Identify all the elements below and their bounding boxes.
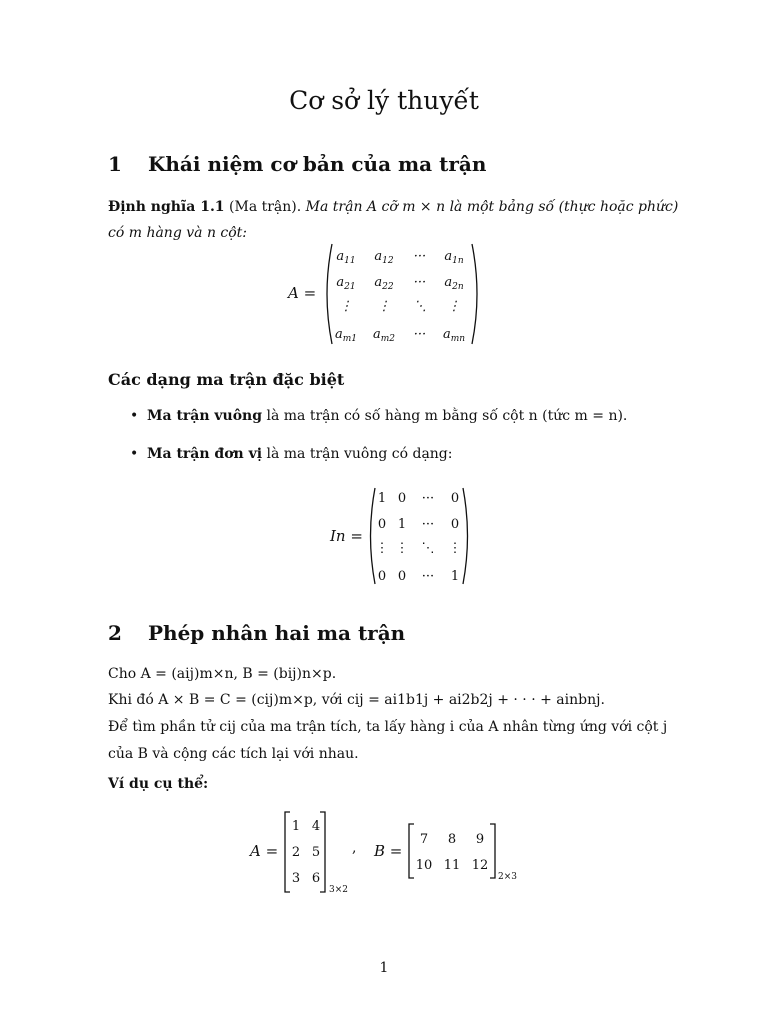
right-paren bbox=[463, 488, 468, 584]
matrix-cell: 11 bbox=[443, 858, 461, 873]
document-title: Cơ sở lý thuyết bbox=[289, 86, 479, 115]
bullet-dot: • bbox=[130, 446, 139, 462]
matrix-cell: ··· bbox=[413, 327, 427, 342]
matrix-cell: ⋮ bbox=[448, 541, 462, 556]
matrix-identity bbox=[366, 484, 472, 588]
matrix-cell: $a_{21}$ bbox=[336, 275, 356, 292]
example-matrix-a bbox=[282, 810, 357, 894]
section-2-line-3: Để tìm phần tử cij của ma trận tích, ta lấy hàng i của A nhân từng ứng với cột j bbox=[108, 719, 668, 735]
matrix-cell: ⋮ bbox=[377, 299, 391, 314]
bullet-term: Ma trận vuông bbox=[147, 408, 263, 424]
matrix-cell: ⋮ bbox=[395, 541, 409, 556]
page-number: 1 bbox=[379, 960, 389, 976]
matrix-cell: 1 bbox=[377, 491, 387, 506]
matrix-cell: $a_{12}$ bbox=[374, 249, 394, 266]
matrix-cell: 1 bbox=[450, 569, 460, 584]
matrix-cell: 0 bbox=[377, 569, 387, 584]
definition-name: (Ma trận). bbox=[229, 199, 302, 215]
example-matrix-b bbox=[406, 822, 526, 884]
matrix-cell: 1 bbox=[291, 819, 301, 834]
matrix-cell: ⋱ bbox=[413, 299, 427, 314]
section-2-number: 2 bbox=[108, 621, 122, 645]
section-2-line-1: Cho A = (aij)m×n, B = (bij)n×p. bbox=[108, 666, 337, 682]
matrix-cell: $a_{m1}$ bbox=[334, 327, 358, 344]
matrix-cell: $a_{2n}$ bbox=[444, 275, 464, 292]
matrix-cell: ··· bbox=[421, 517, 435, 532]
matrix-cell: 0 bbox=[450, 517, 460, 532]
matrix-cell: 3 bbox=[291, 871, 301, 886]
matrix-cell: ⋱ bbox=[421, 541, 435, 556]
bullet-dot: • bbox=[130, 408, 139, 424]
example-b-size: 2×3 bbox=[498, 872, 517, 882]
matrix-cell: $a_{m2}$ bbox=[372, 327, 396, 344]
right-paren bbox=[472, 244, 477, 344]
matrix-cell: 9 bbox=[475, 832, 485, 847]
matrix-cell: 0 bbox=[397, 491, 407, 506]
matrix-cell: $a_{11}$ bbox=[336, 249, 356, 266]
example-b-lhs: B = bbox=[374, 842, 403, 860]
example-a-size: 3×2 bbox=[329, 885, 348, 894]
subsection-heading: Các dạng ma trận đặc biệt bbox=[108, 370, 345, 389]
matrix-cell: 5 bbox=[311, 845, 321, 860]
matrix-cell: 12 bbox=[471, 858, 489, 873]
matrix-cell: 1 bbox=[397, 517, 407, 532]
section-1-title: Khái niệm cơ bản của ma trận bbox=[148, 152, 487, 176]
matrix-cell: $a_{22}$ bbox=[374, 275, 394, 292]
left-paren bbox=[327, 244, 332, 344]
matrix-a bbox=[322, 240, 482, 348]
matrix-cell: ⋮ bbox=[375, 541, 389, 556]
section-2-title: Phép nhân hai ma trận bbox=[148, 621, 406, 645]
right-bracket bbox=[490, 824, 495, 878]
section-2-line-4: của B và cộng các tích lại với nhau. bbox=[108, 746, 359, 762]
matrix-separator: , bbox=[352, 840, 357, 856]
left-paren bbox=[371, 488, 376, 584]
example-label: Ví dụ cụ thể: bbox=[108, 776, 209, 792]
left-bracket bbox=[409, 824, 414, 878]
matrix-cell: 0 bbox=[377, 517, 387, 532]
matrix-cell: 0 bbox=[397, 569, 407, 584]
section-2-line-2: Khi đó A × B = C = (cij)m×p, với cij = ai1b1j + ai2b2j + · · · + ainbnj. bbox=[108, 692, 605, 708]
matrix-cell: ··· bbox=[421, 491, 435, 506]
matrix-cell: 2 bbox=[291, 845, 301, 860]
matrix-cell: ··· bbox=[413, 249, 427, 264]
matrix-cell: 10 bbox=[415, 858, 433, 873]
bullet-text: là ma trận vuông có dạng: bbox=[262, 446, 453, 462]
definition-text-2: có m hàng và n cột: bbox=[108, 225, 248, 241]
bullet-text: là ma trận có số hàng m bằng số cột n (tức m = n). bbox=[262, 408, 628, 424]
matrix-cell: 0 bbox=[450, 491, 460, 506]
matrix-cell: 6 bbox=[311, 871, 321, 886]
identity-lhs: In = bbox=[330, 527, 363, 545]
definition-text-1: Ma trận A cỡ m × n là một bảng số (thực hoặc phức) bbox=[305, 199, 679, 215]
section-1-heading bbox=[108, 152, 486, 176]
matrix-cell: $a_{mn}$ bbox=[442, 327, 466, 344]
matrix-a-lhs: A = bbox=[288, 284, 317, 302]
section-1-number: 1 bbox=[108, 152, 122, 176]
matrix-cell: 4 bbox=[311, 819, 321, 834]
definition-line-1 bbox=[108, 197, 678, 217]
matrix-cell: 8 bbox=[447, 832, 457, 847]
section-2-heading bbox=[108, 621, 405, 645]
definition-label: Định nghĩa 1.1 bbox=[108, 199, 225, 215]
matrix-cell: ⋮ bbox=[339, 299, 353, 314]
matrix-cell: ··· bbox=[421, 569, 435, 584]
matrix-cell: $a_{1n}$ bbox=[444, 249, 464, 266]
right-bracket bbox=[320, 812, 325, 892]
bullet-term: Ma trận đơn vị bbox=[147, 446, 263, 462]
matrix-cell: 7 bbox=[419, 832, 429, 847]
matrix-cell: ⋮ bbox=[447, 299, 461, 314]
matrix-cell: ··· bbox=[413, 275, 427, 290]
left-bracket bbox=[285, 812, 290, 892]
example-a-lhs: A = bbox=[250, 842, 279, 860]
